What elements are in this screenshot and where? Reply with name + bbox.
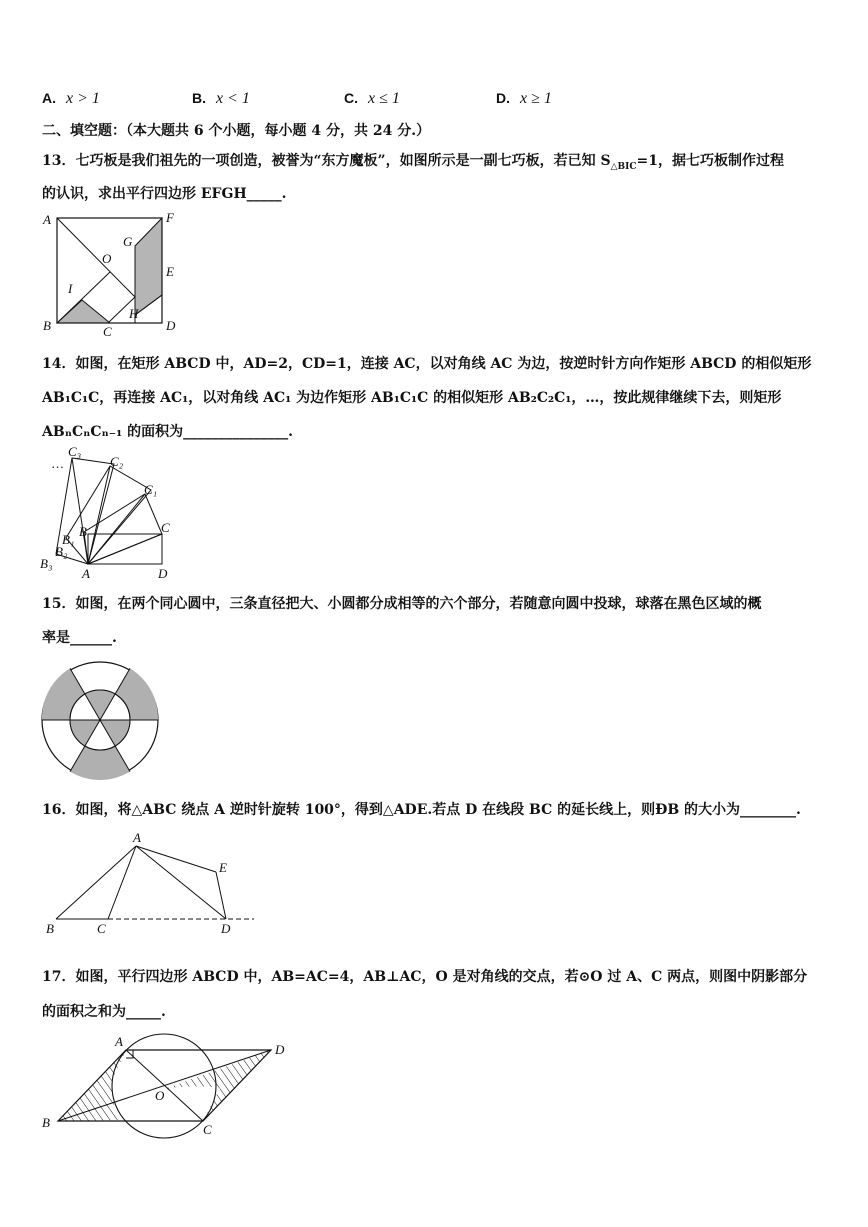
q13-text-a: 13．七巧板是我们祖先的一项创造，被誉为“东方魔板”，如图所示是一副七巧板，若已知 S [42, 153, 611, 169]
q13-label-i: I [68, 281, 73, 296]
q14-text-line2: AB₁C₁C，再连接 AC₁，以对角线 AC₁ 为边作矩形 AB₁C₁C 的相似矩形 AB₂C₂C₁，…，按此规律继续下去，则矩形 [42, 390, 782, 406]
q14-label-a: A [82, 566, 90, 581]
q14-similar-rectangles-figure [38, 446, 183, 590]
q13-text-line1 [42, 150, 784, 172]
option-d [496, 90, 552, 108]
q16-rotation-figure [40, 830, 260, 944]
option-expression: x ≤ 1 [368, 90, 400, 107]
q17-label-b: B [42, 1115, 50, 1130]
q17-label-c: C [203, 1122, 212, 1137]
q14-label-dots: … [52, 456, 64, 471]
q13-text-line2: 的认识，求出平行四边形 EFGH_____. [42, 186, 287, 202]
q13-label-o: O [102, 251, 112, 266]
q15-text-line1: 15．如图，在两个同心圆中，三条直径把大、小圆都分成相等的六个部分，若随意向圆中投球，球落在黑色区域的概 [42, 596, 762, 612]
option-letter: D. [496, 90, 510, 106]
q14-label-d: D [158, 566, 168, 581]
q13-label-d: D [166, 318, 176, 333]
option-letter: A. [42, 90, 56, 106]
option-letter: C. [344, 90, 358, 106]
q13-text-b: =1，据七巧板制作过程 [636, 153, 784, 169]
q13-tangram-figure [38, 208, 183, 340]
option-b [192, 90, 250, 108]
q17-label-o: O [155, 1088, 165, 1103]
q17-text-line2: 的面积之和为_____. [42, 1004, 166, 1020]
q13-label-a: A [43, 212, 51, 227]
option-c [344, 90, 400, 108]
q13-label-e: E [166, 264, 174, 279]
q14-text-line3: ABₙCₙCₙ₋₁ 的面积为_______________. [42, 424, 294, 440]
section-heading: 二、填空题：（本大题共 6 个小题，每小题 4 分，共 24 分.） [42, 123, 431, 139]
q14-label-b3: B₃ [40, 556, 53, 571]
option-expression: x < 1 [216, 90, 250, 107]
q16-label-b: B [46, 921, 54, 936]
q17-label-a: A [115, 1034, 123, 1049]
q14-label-b: B [79, 524, 87, 539]
q15-concentric-circles-figure [38, 658, 162, 786]
q14-text-line1: 14．如图，在矩形 ABCD 中，AD=2，CD=1，连接 AC，以对角线 AC 为边，按逆时针方向作矩形 ABCD 的相似矩形 [42, 356, 812, 372]
q14-label-b2: B₂ [55, 544, 68, 559]
option-letter: B. [192, 90, 206, 106]
option-a [42, 90, 100, 108]
q17-parallelogram-figure [38, 1028, 298, 1144]
q14-label-c1: C₁ [144, 482, 158, 497]
q14-label-c3: C₃ [68, 446, 82, 459]
q13-label-c: C [103, 324, 112, 336]
option-expression: x ≥ 1 [520, 90, 552, 107]
q13-subscript: △BIC [610, 161, 637, 172]
q13-label-g: G [123, 234, 133, 249]
q13-label-f: F [166, 210, 174, 225]
q16-label-e: E [219, 860, 227, 875]
q14-label-b1: B₁ [62, 532, 75, 547]
q16-label-d: D [221, 921, 231, 936]
q17-text-line1: 17．如图，平行四边形 ABCD 中，AB=AC=4，AB⊥AC，O 是对角线的交点，若⊙O 过 A、C 两点，则图中阴影部分 [42, 969, 808, 985]
q17-label-d: D [275, 1042, 285, 1057]
q14-label-c: C [161, 520, 170, 535]
q13-label-h: H [129, 306, 139, 321]
q16-label-a: A [133, 830, 141, 845]
q14-label-c2: C₂ [110, 454, 124, 469]
option-expression: x > 1 [66, 90, 100, 107]
q13-label-b: B [43, 318, 51, 333]
q15-text-line2: 率是______. [42, 630, 117, 646]
q16-text-line1: 16．如图，将△ABC 绕点 A 逆时针旋转 100°，得到△ADE.若点 D 在线段 BC 的延长线上，则ÐB 的大小为________. [42, 802, 801, 818]
q16-label-c: C [97, 921, 106, 936]
